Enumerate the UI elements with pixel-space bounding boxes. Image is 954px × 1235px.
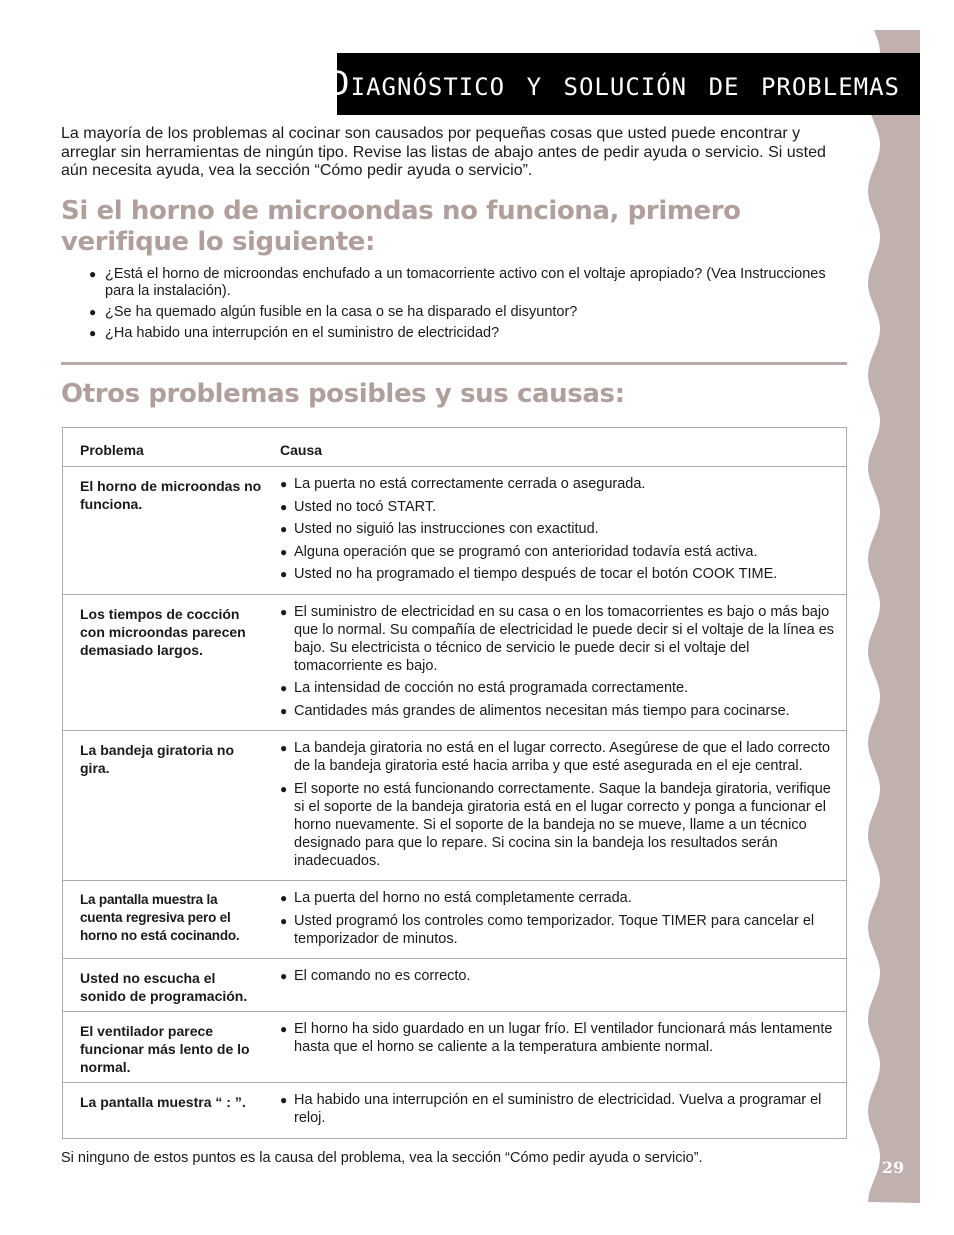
section-heading-check-first: Si el horno de microondas no funciona, primero verifique lo siguiente: (61, 196, 741, 257)
table-row (63, 594, 847, 731)
check-item: ● ¿Se ha quemado algún fusible en la casa o se ha disparado el disyuntor? (89, 304, 829, 321)
cause-item: ● Ha habido una interrupción en el suministro de electricidad. Vuelva a programar el reloj. (280, 1091, 842, 1127)
cause-item: ● La bandeja giratoria no está en el lugar correcto. Asegúrese de que el lado correcto de la bandeja giratoria esté hacia arriba y que esté asegurada en el eje central. (280, 739, 842, 775)
cause-item: ● La puerta del horno no está completamente cerrada. (280, 889, 842, 907)
section-heading-other-problems: Otros problemas posibles y sus causas: (61, 379, 625, 409)
cause-list (280, 603, 842, 720)
table-row (63, 731, 847, 881)
cause-cell (269, 1012, 847, 1083)
cause-cell (269, 594, 847, 731)
cause-item: ● El horno ha sido guardado en un lugar frío. El ventilador funcionará más lentamente hasta que el horno se caliente a la temperatura ambiente normal. (280, 1020, 842, 1056)
page-title: Diagnóstico y solución de problemas (329, 64, 900, 104)
cause-item: ● Usted no tocó START. (280, 498, 842, 516)
cause-cell (269, 881, 847, 959)
table-row (63, 881, 847, 959)
cause-list (280, 1091, 842, 1127)
title-bar (329, 53, 920, 115)
footer-note: Si ninguno de estos puntos es la causa del problema, vea la sección “Cómo pedir ayuda o servicio”. (61, 1150, 703, 1166)
cause-item: ● El soporte no está funcionando correctamente. Saque la bandeja giratoria, verifique si el soporte de la bandeja giratoria está en el lugar correcto y ponga a funcionar el horno nuevamente. Si el soporte de la bandeja no se mueve, llame a un técnico designado para que lo repare. Si cocina sin la bandeja los resultados serán inadecuados. (280, 780, 842, 870)
cause-item: ● La intensidad de cocción no está programada correctamente. (280, 679, 842, 697)
cause-list (280, 967, 842, 985)
check-item: ● ¿Está el horno de microondas enchufado a un tomacorriente activo con el voltaje apropiado? (Vea Instrucciones para la instalación). (89, 266, 829, 300)
cause-cell (269, 467, 847, 595)
problem-cell: Usted no escucha el sonido de programación. (63, 959, 270, 1012)
cause-list (280, 1020, 842, 1056)
table-row (63, 1012, 847, 1083)
column-header-problem: Problema (63, 428, 270, 467)
cause-item: ● El comando no es correcto. (280, 967, 842, 985)
problem-cell: Los tiempos de cocción con microondas parecen demasiado largos. (63, 594, 270, 731)
intro-paragraph: La mayoría de los problemas al cocinar son causados por pequeñas cosas que usted puede encontrar y arreglar sin herramientas de ningún tipo. Revise las listas de abajo antes de pedir ayuda o servicio. Si usted aún necesita ayuda, vea la sección “Cómo pedir ayuda o servicio”. (61, 125, 826, 179)
check-first-list (89, 266, 829, 346)
section-divider (61, 362, 847, 365)
cause-item: ● Alguna operación que se programó con anterioridad todavía está activa. (280, 543, 842, 561)
cause-cell (269, 731, 847, 881)
table-row (63, 1083, 847, 1139)
cause-item: ● Usted programó los controles como temporizador. Toque TIMER para cancelar el temporizador de minutos. (280, 912, 842, 948)
problem-cell: La pantalla muestra “ : ”. (63, 1083, 270, 1139)
cause-list (280, 889, 842, 948)
problem-cell: El horno de microondas no funciona. (63, 467, 270, 595)
cause-cell (269, 1083, 847, 1139)
table-header-row (63, 428, 847, 467)
check-item: ● ¿Ha habido una interrupción en el suministro de electricidad? (89, 325, 829, 342)
cause-item: ● El suministro de electricidad en su casa o en los tomacorrientes es bajo o más bajo que lo normal. Su compañía de electricidad le puede decir si el voltaje de la línea es bajo. Su electricista o técnico de servicio le puede decir si el voltaje del tomacorriente es bajo. (280, 603, 842, 675)
cause-item: ● La puerta no está correctamente cerrada o asegurada. (280, 475, 842, 493)
cause-item: ● Usted no siguió las instrucciones con exactitud. (280, 520, 842, 538)
cause-cell (269, 959, 847, 1012)
problem-cell: La bandeja giratoria no gira. (63, 731, 270, 881)
problem-cell: El ventilador parece funcionar más lento de lo normal. (63, 1012, 270, 1083)
cause-item: ● Cantidades más grandes de alimentos necesitan más tiempo para cocinarse. (280, 702, 842, 720)
column-header-cause: Causa (269, 428, 847, 467)
problems-table (62, 427, 847, 1139)
problem-cell: La pantalla muestra la cuenta regresiva pero el horno no está cocinando. (63, 881, 270, 959)
page-number: 29 (881, 1158, 905, 1177)
table-row (63, 467, 847, 595)
wavy-side-band (866, 30, 920, 1203)
cause-item: ● Usted no ha programado el tiempo después de tocar el botón COOK TIME. (280, 565, 842, 583)
cause-list (280, 475, 842, 583)
cause-list (280, 739, 842, 870)
table-row (63, 959, 847, 1012)
